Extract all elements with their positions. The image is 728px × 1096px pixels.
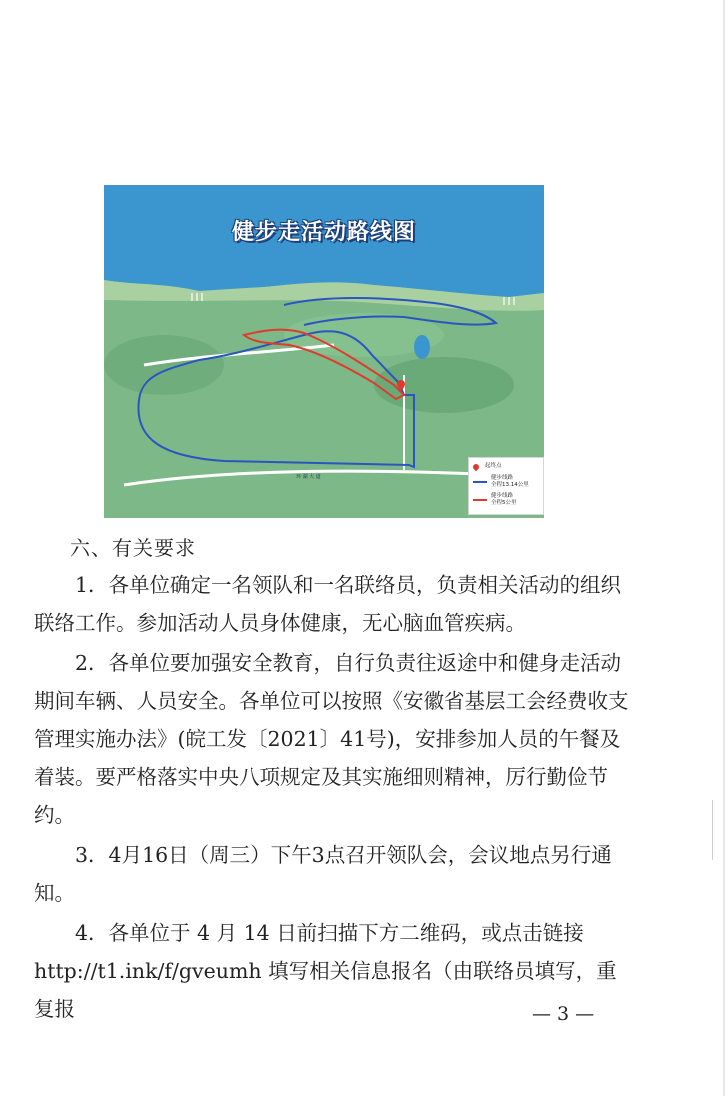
blue-line-icon	[473, 481, 487, 483]
requirement-item-2: 2．各单位要加强安全教育，自行负责往返途中和健身走活动期间车辆、人员安全。各单位可以按照《安徽省基层工会经费收支管理实施办法》(皖工发〔2021〕41号)，安排参加人员的午餐及着装。要严格落实中央八项规定及其实施细则精神，厉行勤俭节约。	[34, 651, 629, 827]
requirement-item-1: 1．各单位确定一名领队和一名联络员，负责相关活动的组织联络工作。参加活动人员身体健康，无心脑血管疾病。	[34, 573, 622, 635]
requirement-item-4: 4．各单位于 4 月 14 日前扫描下方二维码，或点击链接 http://t1.ink/f/gveumh 填写相关信息报名（由联络员填写，重复报	[34, 921, 617, 1021]
red-line-icon	[473, 499, 487, 501]
location-pin-icon	[472, 462, 480, 470]
map-legend	[468, 457, 544, 515]
scan-mark	[712, 800, 713, 860]
legend-long-route: 健步线路 全程13.14公里	[473, 475, 529, 489]
page-number: — 3 —	[532, 1003, 595, 1025]
legend-start: 起终点	[473, 463, 502, 470]
scan-edge	[723, 0, 725, 1096]
road-label: 环 湖 大 道	[296, 474, 321, 480]
section-heading: 六、有关要求	[70, 536, 196, 560]
route-map	[104, 185, 544, 518]
legend-short-route: 健步线路 全程5公里	[473, 493, 517, 507]
map-title: 健步走活动路线图	[231, 220, 416, 245]
requirement-item-3: 3．4月16日（周三）下午3点召开领队会，会议地点另行通知。	[34, 843, 612, 905]
